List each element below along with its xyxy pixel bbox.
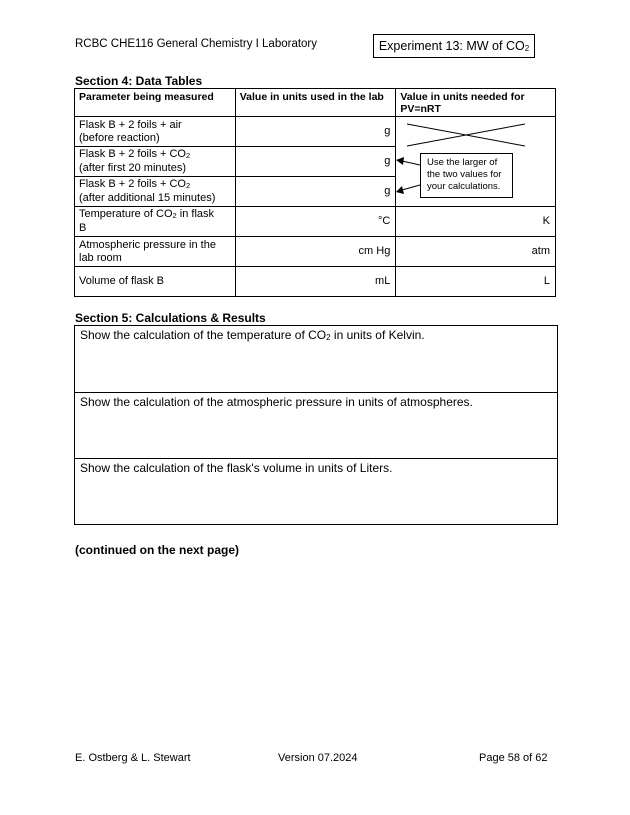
parameter-line1: Flask B + 2 foils + air <box>79 118 182 131</box>
parameter-subscript: 2 <box>185 151 191 160</box>
nrt-value-cell[interactable] <box>396 207 556 237</box>
parameter-cell <box>75 147 236 177</box>
parameter-cell <box>75 267 236 297</box>
parameter-cell <box>75 177 236 207</box>
lab-unit: g <box>384 125 391 137</box>
parameter-line2: B <box>79 222 87 234</box>
lab-value-cell[interactable] <box>235 207 396 237</box>
lab-value-cell[interactable] <box>235 177 396 207</box>
parameter-line1: Temperature of CO <box>79 208 173 220</box>
continued-note: (continued on the next page) <box>75 543 239 557</box>
callout-box <box>420 153 513 198</box>
column-header-nrt-units: Value in units needed for PV=nRT <box>396 89 556 117</box>
parameter-line1-end: in flask <box>176 208 215 220</box>
table-row <box>75 207 556 237</box>
lab-value-cell[interactable] <box>235 147 396 177</box>
nrt-value-cell[interactable] <box>396 267 556 297</box>
parameter-cell <box>75 237 236 267</box>
footer-authors: E. Ostberg & L. Stewart <box>75 752 191 764</box>
footer-version: Version 07.2024 <box>278 752 358 764</box>
data-table-header <box>75 89 556 117</box>
nrt-unit: atm <box>531 245 550 257</box>
parameter-line2: (before reaction) <box>79 131 160 144</box>
experiment-title: Experiment 13: MW of CO <box>378 39 525 53</box>
calculation-box-temperature[interactable] <box>75 326 557 392</box>
callout-line: the two values for <box>427 169 502 180</box>
lab-unit: mL <box>375 275 391 287</box>
parameter-subscript: 2 <box>172 211 177 220</box>
lab-value-cell[interactable] <box>235 117 396 147</box>
prompt-text: Show the calculation of the flask's volume in units of Liters. <box>80 461 393 475</box>
lab-unit: g <box>384 185 391 197</box>
callout-line: Use the larger of <box>427 157 498 168</box>
parameter-cell <box>75 207 236 237</box>
parameter-cell <box>75 117 236 147</box>
lab-unit: g <box>384 155 391 167</box>
nrt-value-cell[interactable] <box>396 237 556 267</box>
table-row <box>75 237 556 267</box>
nrt-unit: K <box>542 215 550 227</box>
callout-line: your calculations. <box>427 181 501 192</box>
footer-page-number: Page 58 of 62 <box>479 752 548 764</box>
calculation-box-pressure[interactable] <box>75 392 557 458</box>
prompt-text-end: in units of Kelvin. <box>330 328 425 342</box>
parameter-line1: Flask B + 2 foils + CO <box>79 178 186 190</box>
table-row <box>75 267 556 297</box>
table-row <box>75 117 556 147</box>
parameter-subscript: 2 <box>185 181 191 190</box>
prompt-text: Show the calculation of the atmospheric pressure in units of atmospheres. <box>80 395 473 409</box>
column-header-lab-units: Value in units used in the lab <box>235 89 396 117</box>
calculations-table <box>74 325 558 525</box>
column-header-parameter: Parameter being measured <box>75 89 236 117</box>
lab-unit: °C <box>377 215 391 227</box>
prompt-text: Show the calculation of the temperature of CO <box>80 328 327 342</box>
experiment-title-subscript: 2 <box>524 44 530 53</box>
parameter-line1: Flask B + 2 foils + CO <box>79 148 186 160</box>
parameter-line2: lab room <box>79 251 122 264</box>
experiment-title-box <box>373 34 535 58</box>
parameter-line2: (after first 20 minutes) <box>79 162 186 174</box>
lab-value-cell[interactable] <box>235 267 396 297</box>
lab-value-cell[interactable] <box>235 237 396 267</box>
section4-title: Section 4: Data Tables <box>75 74 203 88</box>
course-header: RCBC CHE116 General Chemistry I Laboratory <box>75 38 318 50</box>
calculation-box-volume[interactable] <box>75 458 557 524</box>
parameter-line1: Atmospheric pressure in the <box>79 238 216 251</box>
prompt-subscript: 2 <box>326 333 331 342</box>
parameter-line2: (after additional 15 minutes) <box>79 192 216 204</box>
nrt-unit: L <box>543 275 550 287</box>
parameter-line1: Volume of flask B <box>79 275 164 287</box>
section5-title: Section 5: Calculations & Results <box>75 311 266 325</box>
lab-unit: cm Hg <box>358 245 391 257</box>
